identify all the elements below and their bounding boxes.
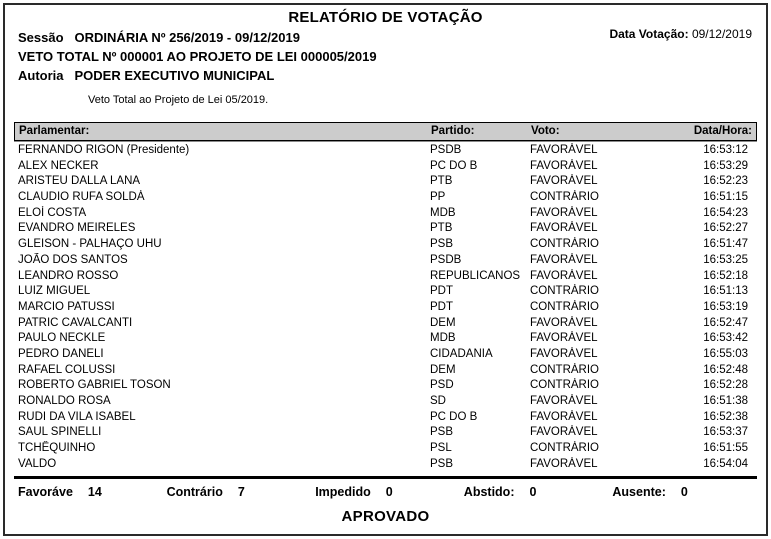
cell-datahora: 16:53:29 bbox=[703, 159, 748, 172]
cell-parlamentar: JOÃO DOS SANTOS bbox=[18, 253, 128, 266]
cell-partido: PSB bbox=[430, 238, 454, 251]
cell-datahora: 16:52:27 bbox=[703, 222, 748, 235]
cell-voto: FAVORÁVEL bbox=[530, 206, 598, 219]
cell-parlamentar: TCHÊQUINHO bbox=[18, 442, 96, 455]
cell-partido: REPUBLICANOS bbox=[430, 269, 521, 282]
table-row bbox=[14, 425, 757, 441]
cell-datahora: 16:52:47 bbox=[703, 316, 748, 329]
cell-voto: FAVORÁVEL bbox=[530, 269, 598, 282]
cell-parlamentar: GLEISON - PALHAÇO UHU bbox=[18, 238, 162, 251]
cell-voto: CONTRÁRIO bbox=[530, 300, 599, 313]
cell-partido: MDB bbox=[430, 206, 456, 219]
summary-item-label: Ausente: bbox=[612, 485, 666, 499]
summary-item-value: 0 bbox=[385, 485, 393, 499]
header-voto: Voto: bbox=[531, 125, 560, 137]
vote-date-label: Data Votação: bbox=[609, 27, 689, 41]
cell-parlamentar: EVANDRO MEIRELES bbox=[18, 222, 136, 235]
subject-line: VETO TOTAL Nº 000001 AO PROJETO DE LEI 000005/2019 bbox=[18, 49, 377, 64]
header-parlamentar: Parlamentar: bbox=[19, 125, 90, 137]
cell-parlamentar: ELOÍ COSTA bbox=[18, 206, 87, 219]
page-title: RELATÓRIO DE VOTAÇÃO bbox=[288, 9, 483, 26]
cell-voto: FAVORÁVEL bbox=[530, 332, 598, 345]
cell-parlamentar: RAFAEL COLUSSI bbox=[18, 363, 116, 376]
cell-datahora: 16:54:23 bbox=[703, 206, 748, 219]
cell-partido: PP bbox=[430, 191, 446, 204]
cell-partido: PTB bbox=[430, 222, 453, 235]
summary-item bbox=[311, 485, 460, 499]
summary-item-value: 0 bbox=[529, 485, 537, 499]
cell-parlamentar: PATRIC CAVALCANTI bbox=[18, 316, 133, 329]
cell-partido: PSB bbox=[430, 457, 454, 470]
veto-description: Veto Total ao Projeto de Lei 05/2019. bbox=[88, 94, 269, 106]
table-row bbox=[14, 237, 757, 253]
summary-item bbox=[608, 485, 757, 499]
author-label: Autoria bbox=[18, 68, 64, 83]
summary-item-label: Impedido bbox=[315, 485, 371, 499]
cell-datahora: 16:52:48 bbox=[703, 363, 748, 376]
table-row bbox=[14, 300, 757, 316]
cell-datahora: 16:53:19 bbox=[703, 300, 748, 313]
cell-partido: PSDB bbox=[430, 253, 462, 266]
table-row bbox=[14, 394, 757, 410]
result-text: APROVADO bbox=[341, 508, 430, 525]
table-row bbox=[14, 269, 757, 285]
summary-item-value: 0 bbox=[680, 485, 688, 499]
table-row bbox=[14, 174, 757, 190]
cell-datahora: 16:51:38 bbox=[703, 395, 748, 407]
cell-datahora: 16:53:42 bbox=[703, 332, 748, 345]
cell-voto: FAVORÁVEL bbox=[530, 222, 598, 235]
summary-item-label: Favoráve bbox=[18, 485, 73, 499]
table-row bbox=[14, 190, 757, 206]
cell-datahora: 16:52:28 bbox=[703, 379, 748, 392]
cell-parlamentar: MARCIO PATUSSI bbox=[18, 300, 115, 313]
table-header-row bbox=[14, 122, 757, 141]
cell-parlamentar: ROBERTO GABRIEL TOSON bbox=[18, 379, 171, 392]
cell-parlamentar: FERNANDO RIGON (Presidente) bbox=[18, 144, 190, 156]
cell-datahora: 16:51:15 bbox=[703, 191, 748, 204]
cell-voto: FAVORÁVEL bbox=[530, 395, 598, 407]
cell-datahora: 16:51:13 bbox=[703, 285, 748, 298]
cell-datahora: 16:54:04 bbox=[703, 457, 748, 470]
cell-parlamentar: CLAUDIO RUFA SOLDÁ bbox=[18, 191, 145, 204]
cell-voto: CONTRÁRIO bbox=[530, 285, 599, 298]
cell-voto: FAVORÁVEL bbox=[530, 175, 598, 188]
cell-datahora: 16:53:25 bbox=[703, 253, 748, 266]
cell-parlamentar: ALEX NECKER bbox=[18, 159, 99, 172]
cell-datahora: 16:52:38 bbox=[703, 410, 748, 423]
cell-parlamentar: LEANDRO ROSSO bbox=[18, 269, 119, 282]
cell-voto: CONTRÁRIO bbox=[530, 191, 599, 204]
table-row bbox=[14, 284, 757, 300]
cell-partido: DEM bbox=[430, 316, 456, 329]
cell-partido: PTB bbox=[430, 175, 453, 188]
session-value: ORDINÁRIA Nº 256/2019 - 09/12/2019 bbox=[74, 30, 300, 45]
summary-item-label: Contrário bbox=[166, 485, 223, 499]
author-value: PODER EXECUTIVO MUNICIPAL bbox=[74, 68, 275, 83]
cell-voto: FAVORÁVEL bbox=[530, 253, 598, 266]
cell-partido: DEM bbox=[430, 363, 456, 376]
cell-partido: PSD bbox=[430, 379, 454, 392]
summary-bar bbox=[14, 485, 757, 499]
cell-partido: PC DO B bbox=[430, 159, 478, 172]
cell-voto: CONTRÁRIO bbox=[530, 379, 599, 392]
votes-table bbox=[14, 122, 757, 472]
vote-date bbox=[609, 27, 752, 41]
cell-datahora: 16:53:12 bbox=[703, 144, 748, 156]
cell-voto: CONTRÁRIO bbox=[530, 363, 599, 376]
cell-datahora: 16:51:47 bbox=[703, 238, 748, 251]
summary-item bbox=[14, 485, 163, 499]
table-row bbox=[14, 410, 757, 426]
table-row bbox=[14, 331, 757, 347]
table-row bbox=[14, 159, 757, 175]
cell-parlamentar: LUIZ MIGUEL bbox=[18, 285, 91, 298]
cell-partido: PDT bbox=[430, 285, 453, 298]
table-row bbox=[14, 253, 757, 269]
table-body bbox=[14, 143, 757, 472]
table-row bbox=[14, 143, 757, 159]
cell-partido: PDT bbox=[430, 300, 453, 313]
session-line bbox=[18, 30, 300, 45]
summary-item-label: Abstido: bbox=[463, 485, 515, 499]
cell-partido: PSDB bbox=[430, 144, 462, 156]
cell-voto: FAVORÁVEL bbox=[530, 347, 598, 360]
cell-partido: PSB bbox=[430, 426, 454, 439]
cell-voto: FAVORÁVEL bbox=[530, 316, 598, 329]
summary-item-value: 7 bbox=[237, 485, 245, 499]
cell-parlamentar: RONALDO ROSA bbox=[18, 395, 111, 407]
cell-partido: CIDADANIA bbox=[430, 347, 493, 360]
cell-voto: FAVORÁVEL bbox=[530, 457, 598, 470]
table-row bbox=[14, 316, 757, 332]
summary-item bbox=[163, 485, 312, 499]
vote-date-value: 09/12/2019 bbox=[691, 27, 752, 41]
summary-item-value: 14 bbox=[87, 485, 102, 499]
cell-datahora: 16:52:18 bbox=[703, 269, 748, 282]
cell-partido: SD bbox=[430, 395, 446, 407]
author-line bbox=[18, 68, 274, 83]
summary-item bbox=[460, 485, 609, 499]
table-row bbox=[14, 221, 757, 237]
cell-parlamentar: ARISTEU DALLA LANA bbox=[18, 175, 141, 188]
cell-partido: MDB bbox=[430, 332, 456, 345]
summary-divider bbox=[14, 476, 757, 479]
cell-datahora: 16:53:37 bbox=[703, 426, 748, 439]
cell-partido: PC DO B bbox=[430, 410, 478, 423]
header-partido: Partido: bbox=[431, 125, 475, 137]
table-row bbox=[14, 441, 757, 457]
cell-parlamentar: SAUL SPINELLI bbox=[18, 426, 102, 439]
cell-datahora: 16:52:23 bbox=[703, 175, 748, 188]
table-row bbox=[14, 347, 757, 363]
table-row bbox=[14, 206, 757, 222]
cell-voto: CONTRÁRIO bbox=[530, 238, 599, 251]
cell-parlamentar: PEDRO DANELI bbox=[18, 347, 104, 360]
cell-parlamentar: RUDI DA VILA ISABEL bbox=[18, 410, 136, 423]
cell-voto: FAVORÁVEL bbox=[530, 159, 598, 172]
table-row bbox=[14, 378, 757, 394]
header-datahora: Data/Hora: bbox=[693, 125, 752, 137]
cell-datahora: 16:51:55 bbox=[703, 442, 748, 455]
table-row bbox=[14, 457, 757, 473]
cell-voto: FAVORÁVEL bbox=[530, 426, 598, 439]
table-row bbox=[14, 363, 757, 379]
cell-voto: FAVORÁVEL bbox=[530, 410, 598, 423]
cell-voto: CONTRÁRIO bbox=[530, 442, 599, 455]
page-frame bbox=[3, 3, 768, 536]
cell-datahora: 16:55:03 bbox=[703, 347, 748, 360]
session-label: Sessão bbox=[18, 30, 64, 45]
cell-voto: FAVORÁVEL bbox=[530, 144, 598, 156]
cell-parlamentar: PAULO NECKLE bbox=[18, 332, 106, 345]
cell-partido: PSL bbox=[430, 442, 452, 455]
cell-parlamentar: VALDO bbox=[18, 457, 57, 470]
